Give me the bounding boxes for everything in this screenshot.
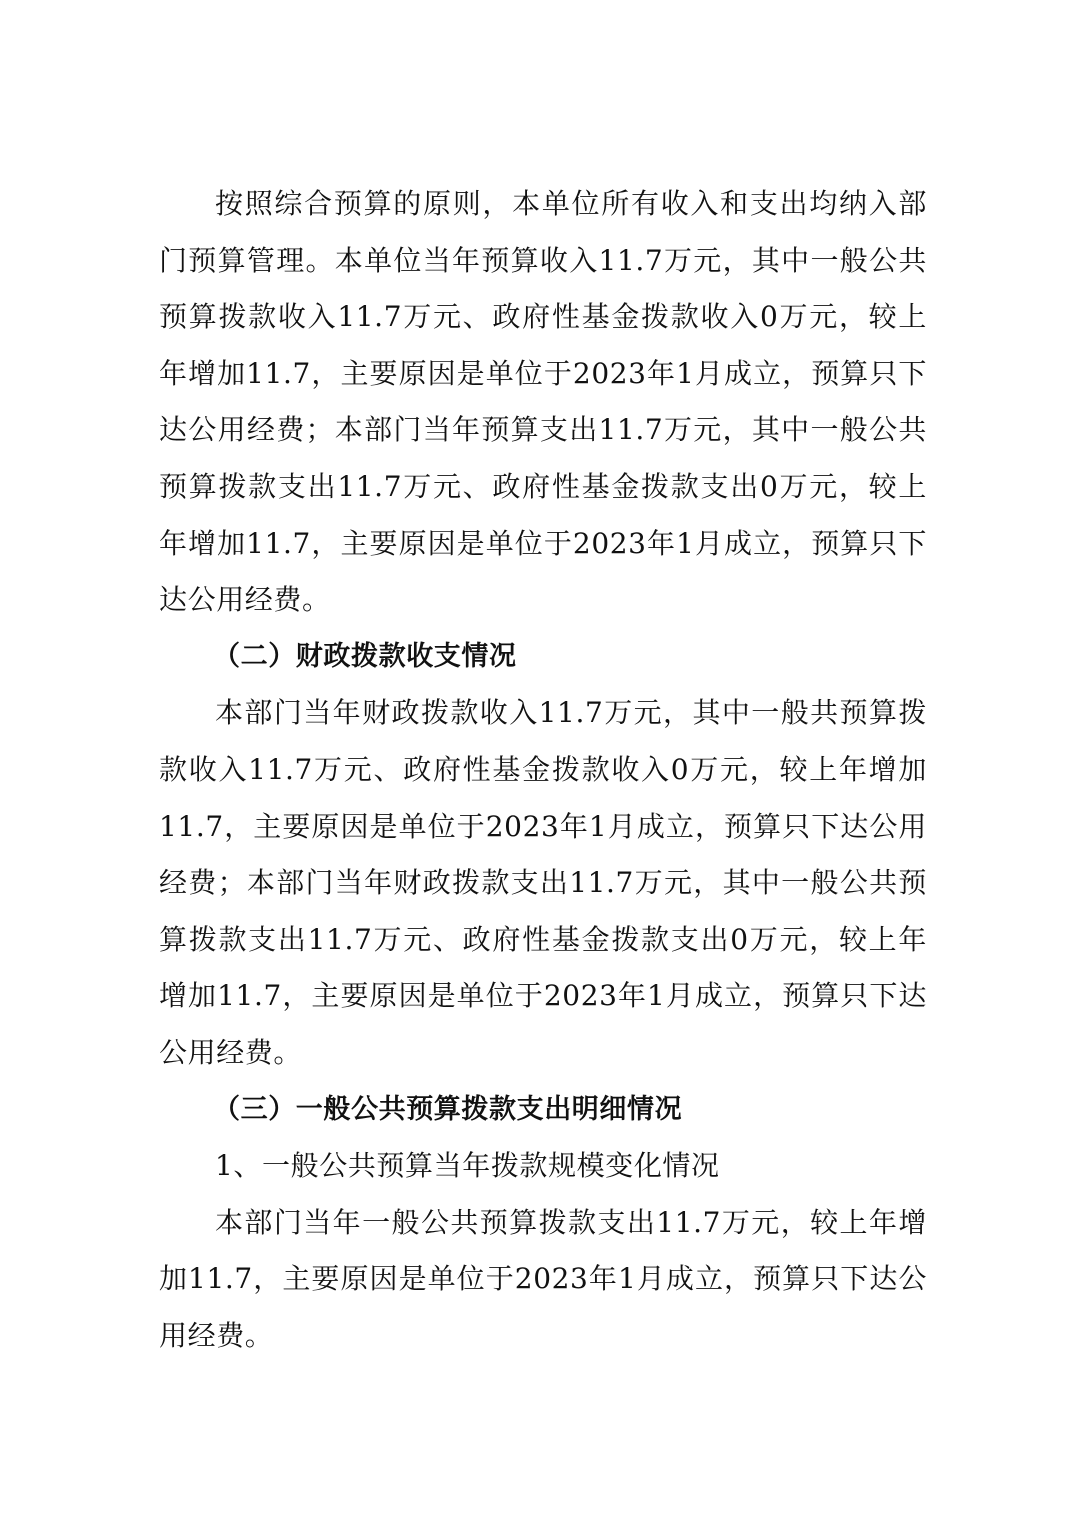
subheading-scale-change: 1、一般公共预算当年拨款规模变化情况 [215, 1149, 720, 1183]
paragraph-budget-overview: 按照综合预算的原则，本单位所有收入和支出均纳入部门预算管理。本单位当年预算收入11.7万元，其中一般公共预算拨款收入11.7万元、政府性基金拨款收入0万元，较上年增加11.7，主要原因是单位于2023年1月成立，预算只下达公用经费；本部门当年预算支出11.7万元，其中一般公共预算拨款支出11.7万元、政府性基金拨款支出0万元，较上年增加11.7，主要原因是单位于2023年1月成立，预算只下达公用经费。 [159, 187, 927, 617]
paragraph-fiscal-appropriation: 本部门当年财政拨款收入11.7万元，其中一般共预算拨款收入11.7万元、政府性基金拨款收入0万元，较上年增加11.7，主要原因是单位于2023年1月成立，预算只下达公用经费；本部门当年财政拨款支出11.7万元，其中一般公共预算拨款支出11.7万元、政府性基金拨款支出0万元，较上年增加11.7，主要原因是单位于2023年1月成立，预算只下达公用经费。 [159, 696, 927, 1069]
document-body [159, 176, 927, 1364]
section-heading-fiscal-appropriation: （二）财政拨款收支情况 [213, 640, 517, 672]
section-heading-general-public-budget-detail: （三）一般公共预算拨款支出明细情况 [213, 1093, 683, 1125]
paragraph-scale-change: 本部门当年一般公共预算拨款支出11.7万元，较上年增加11.7，主要原因是单位于2023年1月成立，预算只下达公用经费。 [159, 1205, 927, 1352]
